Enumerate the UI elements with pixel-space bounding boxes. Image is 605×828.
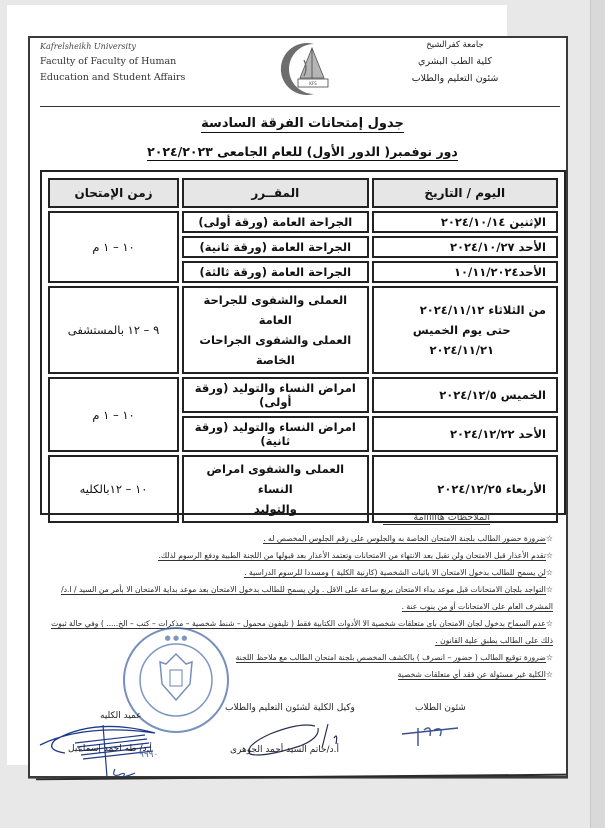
svg-text:● ● ●: ● ● ● (164, 634, 188, 642)
svg-text:KFS: KFS (309, 81, 317, 86)
row-course: الجراحة العامة (ورقة ثالثة) (182, 261, 368, 283)
faculty-name-ar: كلية الطب البشري (418, 56, 492, 67)
star-bullet-icon: ☆ (545, 568, 553, 577)
note-item: ☆الكلية غير مسئولة عن فقد أي متعلقات شخصية (397, 670, 553, 679)
note-item: ☆تقدم الأعذار قبل الامتحان ولن تقبل بعد الانتهاء من الامتحانات وتعتمد الأعذار بعد قبولها من اللجنة الطبية ودفع الرسوم لذلك. (158, 551, 553, 560)
university-name-en: Kafrelsheikh University (40, 42, 136, 51)
row-date: الأربعاء ٢٠٢٤/١٢/٢٥ (372, 455, 558, 523)
star-bullet-icon: ☆ (545, 619, 553, 628)
row-course: الجراحة العامة (ورقة أولى) (182, 211, 368, 233)
star-bullet-icon: ☆ (545, 670, 553, 679)
faculty-line-1: Faculty of Faculty of Human (40, 56, 177, 67)
signature-scribble-icon (35, 705, 185, 780)
department-name-ar: شئون التعليم والطلاب (411, 73, 499, 84)
svg-text:٩٩٩٠: ٩٩٩٠ (139, 750, 159, 760)
table-row (48, 377, 558, 413)
row-time: ٩ – ١٢ بالمستشفى (48, 286, 179, 374)
faculty-line-2: Education and Student Affairs (40, 72, 186, 83)
row-course: العملى والشفوى للجراحة العامة العملى والشفوى الجراحات الخاصة (182, 286, 368, 374)
signature-dean-title: عميد الكليه (100, 711, 142, 721)
row-date: الإثنين ٢٠٢٤/١٠/١٤ (372, 211, 558, 233)
page-title: جدول إمتحانات الفرقة السادسة (201, 116, 404, 131)
exam-schedule-table (40, 170, 566, 515)
header-divider (40, 106, 560, 107)
table-header-row (48, 178, 558, 208)
header-course: المقــرر (182, 178, 368, 208)
row-date: الأحد ٢٠٢٤/١٢/٢٢ (372, 416, 558, 452)
note-item: ☆التواجد بلجان الامتحانات قبل موعد بداء الامتحان بربع ساعة على الاقل . ولن يسمح للطالب بدخول الامتحان بعد موعد بداية الامتحان الا بأمر من السيد / ا.د/ المشرف العام على الامتحانات أو من ينوب عنة . (61, 585, 553, 611)
signature-dean-name: أ.د/ طه احمد إسماعيل (68, 744, 152, 754)
row-time: ١٠ – ١ م (48, 211, 179, 283)
university-name-ar: جامعة كفرالشيخ (426, 40, 484, 50)
header-arabic (375, 40, 535, 90)
row-course: امراض النساء والتوليد (ورقة ثانية) (182, 416, 368, 452)
note-item: ☆لن يسمح للطالب بدخول الامتحان الا باثبات الشخصية (كارنية الكلية ) ومسددا للرسوم الدراسية . (244, 568, 553, 577)
signature-student-affairs: شئون الطلاب (415, 703, 466, 713)
row-course: امراض النساء والتوليد (ورقة أولى) (182, 377, 368, 413)
signature-scribble-icon (400, 720, 460, 750)
row-date: الأحد١٠/١١/٢٠٢٤ (372, 261, 558, 283)
note-item: ☆عدم السماح بدخول لجان الامتحان باى متعلقات شخصية الا الأدوات الكتابية فقط ( تليفون محمول – شنط شخصية – مذكرات – كتب – الخ..... ) وفي حالة ثبوت ذلك على الطالب يطبق علية القانون . (51, 619, 553, 645)
row-time: ١٠ – ١٢بالكليه (48, 455, 179, 523)
university-logo-icon (274, 38, 336, 100)
row-date: الخميس ٢٠٢٤/١٢/٥ (372, 377, 558, 413)
header-date: اليوم / التاريخ (372, 178, 558, 208)
star-bullet-icon: ☆ (545, 534, 553, 543)
note-item: ☆ضرورة توقيع الطالب ( حضور – انصرف ) بالكشف المخصص بلجنة امتحان الطالب مع ملاحظ اللجنة (235, 653, 553, 662)
row-course: العملى والشفوى امراض النساء والتوليد (182, 455, 368, 523)
row-course: الجراحة العامة (ورقة ثانية) (182, 236, 368, 258)
table-row (48, 286, 558, 374)
row-date: الأحد ٢٠٢٤/١٠/٢٧ (372, 236, 558, 258)
header-time: زمن الإمتحان (48, 178, 179, 208)
row-time: ١٠ – ١ م (48, 377, 179, 452)
header-english (40, 42, 240, 83)
page-subtitle: دور نوفمبر( الدور الأول) للعام الجامعى ٢٠٢٤/٢٠٢٣ (147, 144, 458, 159)
signature-vice-dean-title: وكيل الكلية لشئون التعليم والطلاب (225, 703, 355, 713)
row-date: من الثلاثاء ٢٠٢٤/١١/١٢ حتى يوم الخميس ٢٠٢٤/١١/٢١ (372, 286, 558, 374)
signature-vice-dean-name: أ.د/حاتم السيد أحمد الجوهرى (230, 745, 339, 755)
star-bullet-icon: ☆ (545, 551, 553, 560)
notes-title: الملاحظات هاااااامة (383, 512, 490, 525)
star-bullet-icon: ☆ (545, 653, 553, 662)
star-bullet-icon: ☆ (545, 585, 553, 594)
note-item: ☆ضرورة حضور الطالب بلجنة الامتحان الخاصة به والجلوس على رقم الجلوس المخصص له . (263, 534, 553, 543)
table-row (48, 211, 558, 233)
